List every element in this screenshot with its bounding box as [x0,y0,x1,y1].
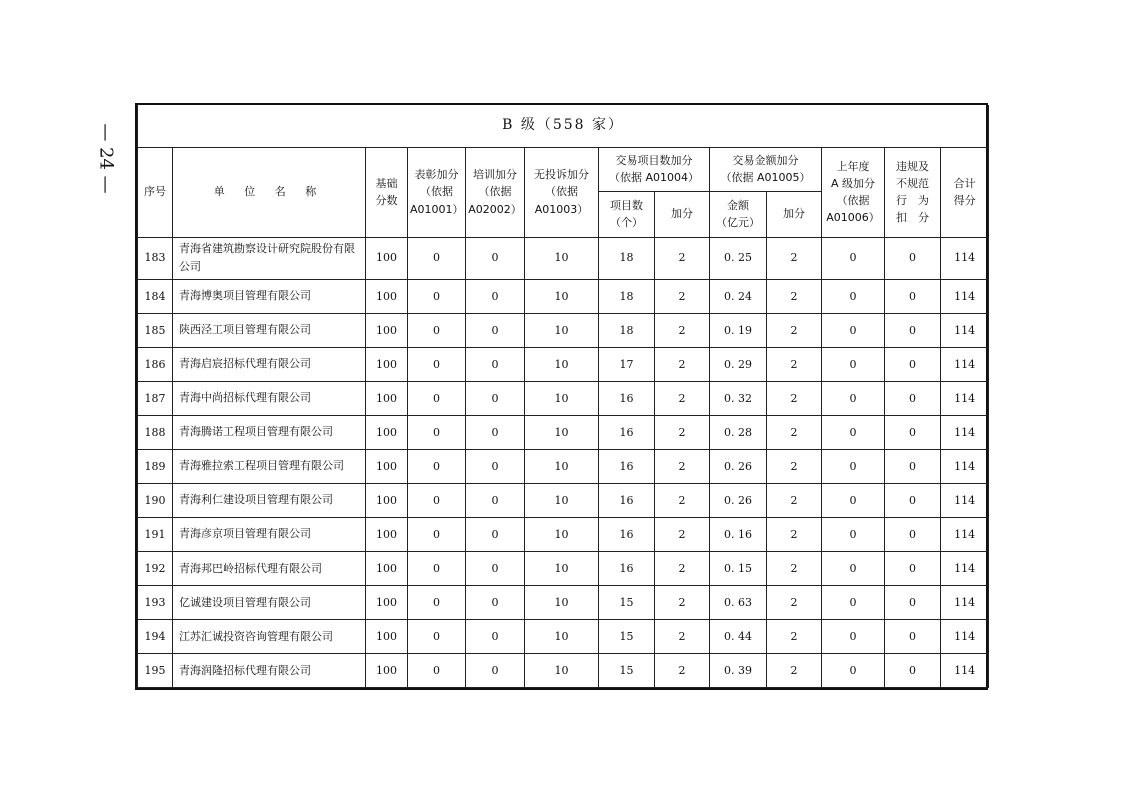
cell-commend: 0 [408,653,466,687]
cell-violation: 0 [885,551,941,585]
cell-base: 100 [366,415,408,449]
cell-base: 100 [366,483,408,517]
cell-commend: 0 [408,237,466,279]
table-row [138,653,989,687]
cell-last-year-a: 0 [822,237,885,279]
cell-training: 0 [466,347,525,381]
cell-no-complaint: 10 [525,619,599,653]
cell-trade-amount: 0. 24 [710,279,767,313]
cell-trade-amount-bonus: 2 [767,619,822,653]
cell-name: 青海中尚招标代理有限公司 [173,381,366,415]
cell-violation: 0 [885,313,941,347]
header-total [941,147,989,237]
cell-base: 100 [366,551,408,585]
header-commend [408,147,466,237]
cell-name: 江苏汇诚投资咨询管理有限公司 [173,619,366,653]
cell-total: 114 [941,517,989,551]
cell-trade-amount: 0. 26 [710,483,767,517]
header-trade-count-group [599,147,710,191]
cell-trade-amount: 0. 44 [710,619,767,653]
header-violation [885,147,941,237]
cell-total: 114 [941,551,989,585]
cell-total: 114 [941,415,989,449]
cell-last-year-a: 0 [822,347,885,381]
header-base-text: 基础 分数 [375,176,398,207]
table-row [138,619,989,653]
table-row [138,415,989,449]
cell-trade-amount: 0. 63 [710,585,767,619]
cell-total: 114 [941,449,989,483]
cell-trade-amount: 0. 15 [710,551,767,585]
header-seq: 序号 [138,147,173,237]
cell-trade-amount: 0. 26 [710,449,767,483]
cell-trade-amount-bonus: 2 [767,653,822,687]
cell-commend: 0 [408,449,466,483]
cell-name: 青海博奥项目管理有限公司 [173,279,366,313]
cell-name: 青海省建筑勘察设计研究院股份有限公司 [173,237,366,279]
cell-name: 青海启宸招标代理有限公司 [173,347,366,381]
cell-training: 0 [466,619,525,653]
cell-base: 100 [366,449,408,483]
cell-base: 100 [366,313,408,347]
cell-no-complaint: 10 [525,415,599,449]
cell-trade-amount-bonus: 2 [767,313,822,347]
cell-trade-amount-bonus: 2 [767,585,822,619]
header-trade-count-bonus: 加分 [655,191,710,237]
cell-trade-count-bonus: 2 [655,585,710,619]
cell-total: 114 [941,313,989,347]
cell-trade-count-bonus: 2 [655,237,710,279]
cell-violation: 0 [885,517,941,551]
header-base [366,147,408,237]
cell-training: 0 [466,585,525,619]
cell-trade-count: 18 [599,237,655,279]
cell-total: 114 [941,279,989,313]
cell-total: 114 [941,483,989,517]
cell-trade-count: 16 [599,551,655,585]
cell-seq: 183 [138,237,173,279]
cell-last-year-a: 0 [822,313,885,347]
cell-trade-amount-bonus: 2 [767,449,822,483]
cell-trade-count-bonus: 2 [655,517,710,551]
cell-training: 0 [466,381,525,415]
cell-trade-count-bonus: 2 [655,381,710,415]
header-trade-count [599,191,655,237]
cell-commend: 0 [408,585,466,619]
table-row [138,347,989,381]
cell-name: 青海雅拉索工程项目管理有限公司 [173,449,366,483]
cell-training: 0 [466,313,525,347]
cell-base: 100 [366,585,408,619]
table-row [138,381,989,415]
cell-seq: 184 [138,279,173,313]
header-trade-amount-bonus: 加分 [767,191,822,237]
cell-name: 青海利仁建设项目管理有限公司 [173,483,366,517]
cell-seq: 185 [138,313,173,347]
cell-violation: 0 [885,237,941,279]
credit-score-table [137,105,989,688]
cell-trade-count-bonus: 2 [655,347,710,381]
cell-trade-amount: 0. 25 [710,237,767,279]
cell-last-year-a: 0 [822,551,885,585]
cell-commend: 0 [408,381,466,415]
header-last-year-a-text: 上年度 A 级加分 （依据 A01006） [826,159,880,225]
header-trade-count-group-text: 交易项目数加分 （依据 A01004） [608,153,699,184]
cell-violation: 0 [885,279,941,313]
cell-trade-count: 17 [599,347,655,381]
cell-last-year-a: 0 [822,619,885,653]
cell-trade-count: 15 [599,653,655,687]
cell-training: 0 [466,449,525,483]
table-row [138,449,989,483]
cell-trade-count-bonus: 2 [655,619,710,653]
cell-violation: 0 [885,483,941,517]
cell-seq: 187 [138,381,173,415]
header-no-complaint-text: 无投诉加分 （依据 A01003） [534,168,589,216]
cell-last-year-a: 0 [822,381,885,415]
table-row [138,313,989,347]
cell-trade-amount-bonus: 2 [767,551,822,585]
cell-base: 100 [366,653,408,687]
cell-training: 0 [466,517,525,551]
header-name: 单 位 名 称 [173,147,366,237]
table-row [138,551,989,585]
cell-no-complaint: 10 [525,585,599,619]
cell-trade-amount: 0. 28 [710,415,767,449]
cell-trade-count: 18 [599,279,655,313]
cell-trade-count: 15 [599,619,655,653]
cell-no-complaint: 10 [525,449,599,483]
cell-seq: 190 [138,483,173,517]
cell-last-year-a: 0 [822,415,885,449]
cell-name: 青海腾诺工程项目管理有限公司 [173,415,366,449]
cell-trade-amount-bonus: 2 [767,347,822,381]
header-trade-count-text: 项目数 （个） [610,198,643,229]
cell-trade-amount-bonus: 2 [767,415,822,449]
cell-violation: 0 [885,653,941,687]
header-commend-text: 表彰加分 （依据 A01001） [410,168,464,216]
cell-trade-count: 16 [599,517,655,551]
cell-base: 100 [366,517,408,551]
cell-seq: 186 [138,347,173,381]
cell-base: 100 [366,237,408,279]
cell-commend: 0 [408,619,466,653]
cell-seq: 191 [138,517,173,551]
cell-trade-count: 15 [599,585,655,619]
cell-trade-count-bonus: 2 [655,551,710,585]
cell-base: 100 [366,279,408,313]
cell-commend: 0 [408,415,466,449]
cell-last-year-a: 0 [822,449,885,483]
cell-name: 青海润隆招标代理有限公司 [173,653,366,687]
header-trade-amount-text: 金额 （亿元） [716,198,760,229]
table-body [138,237,989,688]
cell-trade-count-bonus: 2 [655,313,710,347]
cell-no-complaint: 10 [525,483,599,517]
cell-trade-amount: 0. 39 [710,653,767,687]
cell-trade-count-bonus: 2 [655,415,710,449]
cell-base: 100 [366,381,408,415]
cell-violation: 0 [885,449,941,483]
cell-trade-amount: 0. 32 [710,381,767,415]
cell-seq: 189 [138,449,173,483]
page-number-text: — 24 — [95,122,117,194]
header-trade-amount-group-text: 交易金额加分 （依据 A01005） [720,153,811,184]
cell-training: 0 [466,279,525,313]
cell-no-complaint: 10 [525,381,599,415]
cell-commend: 0 [408,483,466,517]
cell-seq: 188 [138,415,173,449]
header-trade-amount-group [710,147,822,191]
cell-total: 114 [941,237,989,279]
cell-seq: 195 [138,653,173,687]
cell-last-year-a: 0 [822,279,885,313]
table-row [138,237,989,279]
cell-training: 0 [466,237,525,279]
cell-trade-count: 16 [599,483,655,517]
header-total-text: 合计 得分 [953,176,976,207]
cell-training: 0 [466,483,525,517]
cell-no-complaint: 10 [525,279,599,313]
header-last-year-a [822,147,885,237]
cell-last-year-a: 0 [822,517,885,551]
cell-violation: 0 [885,381,941,415]
header-training-text: 培训加分 （依据 A02002） [468,168,522,216]
cell-last-year-a: 0 [822,483,885,517]
cell-training: 0 [466,551,525,585]
cell-trade-amount: 0. 19 [710,313,767,347]
cell-training: 0 [466,653,525,687]
cell-violation: 0 [885,585,941,619]
cell-total: 114 [941,653,989,687]
cell-trade-count: 16 [599,449,655,483]
cell-name: 青海彦京项目管理有限公司 [173,517,366,551]
cell-seq: 192 [138,551,173,585]
header-violation-text: 违规及 不规范 行 为 扣 分 [896,159,929,225]
cell-last-year-a: 0 [822,653,885,687]
cell-trade-amount: 0. 16 [710,517,767,551]
cell-commend: 0 [408,313,466,347]
cell-trade-count-bonus: 2 [655,279,710,313]
table-row [138,483,989,517]
page-number [84,103,128,213]
cell-base: 100 [366,619,408,653]
cell-no-complaint: 10 [525,517,599,551]
cell-base: 100 [366,347,408,381]
cell-trade-count: 16 [599,415,655,449]
cell-violation: 0 [885,619,941,653]
cell-trade-amount-bonus: 2 [767,381,822,415]
cell-trade-amount-bonus: 2 [767,517,822,551]
cell-trade-amount-bonus: 2 [767,237,822,279]
cell-commend: 0 [408,347,466,381]
table-row [138,279,989,313]
cell-no-complaint: 10 [525,237,599,279]
cell-total: 114 [941,347,989,381]
cell-name: 陕西泾工项目管理有限公司 [173,313,366,347]
cell-commend: 0 [408,517,466,551]
cell-name: 亿诚建设项目管理有限公司 [173,585,366,619]
credit-score-table-container [135,103,988,690]
cell-no-complaint: 10 [525,313,599,347]
header-no-complaint [525,147,599,237]
cell-trade-amount-bonus: 2 [767,279,822,313]
cell-trade-count-bonus: 2 [655,483,710,517]
cell-training: 0 [466,415,525,449]
cell-total: 114 [941,381,989,415]
cell-seq: 194 [138,619,173,653]
cell-trade-count-bonus: 2 [655,653,710,687]
cell-seq: 193 [138,585,173,619]
table-title: B 级（558 家） [138,105,989,147]
table-row [138,517,989,551]
cell-trade-count: 18 [599,313,655,347]
cell-trade-amount-bonus: 2 [767,483,822,517]
cell-no-complaint: 10 [525,347,599,381]
cell-last-year-a: 0 [822,585,885,619]
cell-violation: 0 [885,347,941,381]
cell-commend: 0 [408,279,466,313]
cell-violation: 0 [885,415,941,449]
cell-trade-count: 16 [599,381,655,415]
cell-name: 青海邦巴岭招标代理有限公司 [173,551,366,585]
cell-commend: 0 [408,551,466,585]
cell-trade-amount: 0. 29 [710,347,767,381]
table-row [138,585,989,619]
cell-no-complaint: 10 [525,653,599,687]
cell-total: 114 [941,619,989,653]
cell-total: 114 [941,585,989,619]
header-training [466,147,525,237]
cell-trade-count-bonus: 2 [655,449,710,483]
header-trade-amount [710,191,767,237]
cell-no-complaint: 10 [525,551,599,585]
